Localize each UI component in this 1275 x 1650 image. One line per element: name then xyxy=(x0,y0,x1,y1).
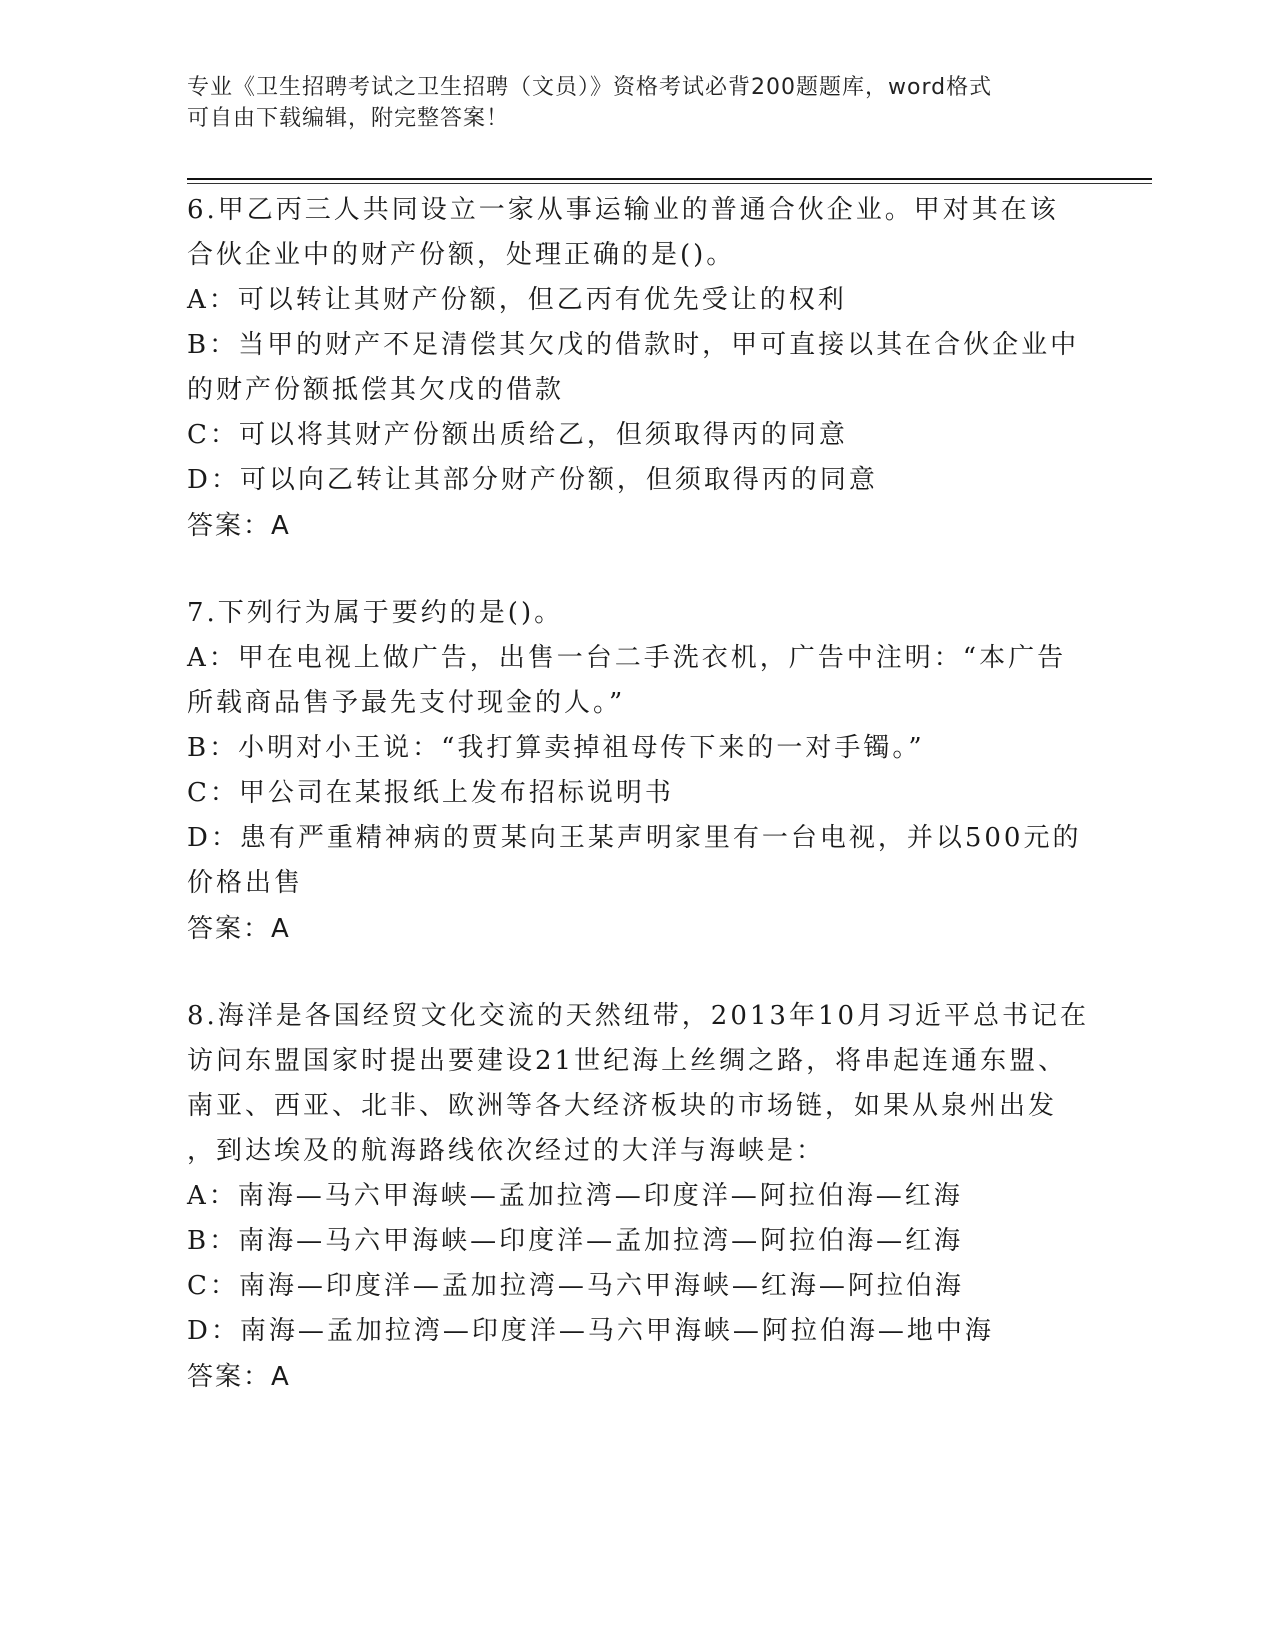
option-c: C：可以将其财产份额出质给乙，但须取得丙的同意 xyxy=(187,420,848,450)
question-stem-line: 南亚、西亚、北非、欧洲等各大经济板块的市场链，如果从泉州出发 xyxy=(187,1091,1058,1121)
option-b: B：小明对小王说：“我打算卖掉祖母传下来的一对手镯。” xyxy=(187,733,925,763)
option-b-continued: 的财产份额抵偿其欠戊的借款 xyxy=(187,375,565,405)
question-stem-line: 8.海洋是各国经贸文化交流的天然纽带，2013年10月习近平总书记在 xyxy=(187,1001,1090,1031)
option-a: A：南海—马六甲海峡—孟加拉湾—印度洋—阿拉伯海—红海 xyxy=(187,1181,963,1211)
header-line-2: 可自由下载编辑，附完整答案！ xyxy=(187,106,510,131)
option-d-continued: 价格出售 xyxy=(187,868,304,898)
question-stem-line: 6.甲乙丙三人共同设立一家从事运输业的普通合伙企业。甲对其在该 xyxy=(187,195,1059,225)
option-b: B：当甲的财产不足清偿其欠戊的借款时，甲可直接以其在合伙企业中 xyxy=(187,330,1080,360)
question-list xyxy=(187,188,1090,1400)
option-d: D：可以向乙转让其部分财产份额，但须取得丙的同意 xyxy=(187,465,878,495)
question-stem-line: 7.下列行为属于要约的是()。 xyxy=(187,598,564,628)
header-rule-thick xyxy=(187,178,1152,180)
question-spacer xyxy=(187,549,1087,591)
option-b: B：南海—马六甲海峡—印度洋—孟加拉湾—阿拉伯海—红海 xyxy=(187,1226,964,1256)
question-stem-line: 访问东盟国家时提出要建设21世纪海上丝绸之路，将串起连通东盟、 xyxy=(187,1046,1068,1076)
option-d: D：南海—孟加拉湾—印度洋—马六甲海峡—阿拉伯海—地中海 xyxy=(187,1316,994,1346)
question-spacer xyxy=(187,952,1087,994)
question-6 xyxy=(187,188,1087,549)
answer-label: 答案：A xyxy=(187,1362,291,1392)
option-c: C：南海—印度洋—孟加拉湾—马六甲海峡—红海—阿拉伯海 xyxy=(187,1271,964,1301)
page-header xyxy=(187,72,1067,134)
answer-label: 答案：A xyxy=(187,914,291,944)
option-a-continued: 所载商品售予最先支付现金的人。” xyxy=(187,688,626,718)
question-8 xyxy=(187,994,1090,1400)
header-line-1: 专业《卫生招聘考试之卫生招聘（文员）》资格考试必背200题题库，word格式 xyxy=(187,75,993,100)
option-a: A：甲在电视上做广告，出售一台二手洗衣机，广告中注明：“本广告 xyxy=(187,643,1067,673)
option-d: D：患有严重精神病的贾某向王某声明家里有一台电视，并以500元的 xyxy=(187,823,1082,853)
answer-label: 答案：A xyxy=(187,511,291,541)
question-stem-line: ，到达埃及的航海路线依次经过的大洋与海峡是： xyxy=(187,1136,826,1166)
question-7 xyxy=(187,591,1087,952)
option-c: C：甲公司在某报纸上发布招标说明书 xyxy=(187,778,674,808)
option-a: A：可以转让其财产份额，但乙丙有优先受让的权利 xyxy=(187,285,847,315)
question-stem-line: 合伙企业中的财产份额，处理正确的是()。 xyxy=(187,240,736,270)
header-rule-thin xyxy=(187,183,1152,184)
